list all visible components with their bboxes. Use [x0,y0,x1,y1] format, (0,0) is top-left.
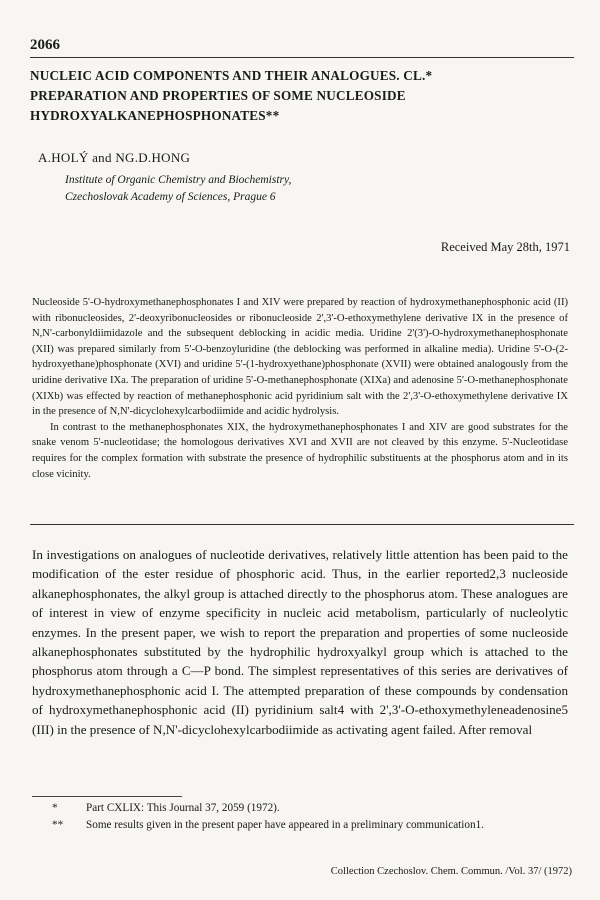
received-date: Received May 28th, 1971 [440,240,570,254]
title-line: HYDROXYALKANEPHOSPHONATES** [30,108,280,123]
abstract-paragraph: In contrast to the methanephosphonates XIX, the hydroxymethanephosphonates I and XIV are good substrates for the snake venom 5'-nucleotidase; the homologous derivatives XVI and XVII are not cleaved by this enzyme. 5'-Nucleotidase requires for the complex formation with substrate the presence of hydrophilic substituents at the phosphorus atom and in its close vicinity. [32,421,568,480]
affiliation-line: Czechoslovak Academy of Sciences, Prague 6 [65,191,276,203]
article-title [30,66,570,126]
body-paragraph: In investigations on analogues of nucleotide derivatives, relatively little attention has been paid to the modification of the ester residue of phosphoric acid. Thus, in the earlier reported2,3 nucleoside alkanephosphonates, the alkyl group is attached directly to the phosphorus atom. These analogues are of interest in view of enzyme specificity in nucleic acid metabolism, particularly of nucleolytic enzymes. In the present paper, we wish to report the preparation and properties of some nucleoside alkanephosphonates substituted by the hydrophilic hydroxyalkyl group which is attached to the phosphorus atom through a C—P bond. The simplest representatives of this series are derivatives of hydroxymethanephosphonic acid I. The attempted preparation of these compounds by condensation of hydroxymethanephosphonic acid (II) pyridinium salt4 with 2',3'-O-ethoxymethyleneadenosine5 (III) in the presence of N,N'-dicyclohexylcarbodiimide as activating agent failed. After removal [32,547,568,737]
footnote-mark: ** [52,819,64,831]
footnote [52,817,568,834]
abstract-rule [30,524,574,525]
affiliation-line: Institute of Organic Chemistry and Biochemistry, [65,174,292,186]
title-line: PREPARATION AND PROPERTIES OF SOME NUCLEOSIDE [30,88,406,103]
footnote-text: Some results given in the present paper have appeared in a preliminary communication1. [86,819,484,831]
title-line: NUCLEIC ACID COMPONENTS AND THEIR ANALOGUES. CL.* [30,68,433,83]
abstract-paragraph: Nucleoside 5'-O-hydroxymethanephosphonates I and XIV were prepared by reaction of hydroxymethanephosphonic acid (II) with ribonucleosides, 2'-deoxyribonucleosides or ribonucleoside 2',3'-O-ethoxymethylene derivative IX in the presence of N,N'-carbonyldiimidazole and the subsequent deblocking in acidic media. Uridine 2'(3')-O-hydroxymethanephosphonate (XII) was prepared similarly from 5'-O-benzoyluridine (the deblocking was performed in alkaline media). Uridine 5'-O-(2-hydroxyethane)phosphonate (XVI) and uridine 5'-(1-hydroxyethane)phosphonate (XVII) were obtained analogously from the uridine derivative IXa. The preparation of uridine 5'-O-methanephosphonate (XIXa) and adenosine 5'-O-methanephosphonate (XIXb) was effected by reaction of methanephosphonic acid pyridinium salt with the 2',3'-O-ethoxymethylene derivative IX in the presence of N,N'-dicyclohexylcarbodiimide and acidic hydrolysis. [32,297,568,418]
header-rule [30,57,574,58]
affiliation [65,172,291,206]
footnote-rule [32,796,182,797]
body-text [32,545,568,739]
footnotes [52,800,568,834]
footnote-mark: * [52,802,58,814]
page-number: 2066 [30,37,60,53]
footnote [52,800,568,817]
abstract [32,295,568,482]
footnote-text: Part CXLIX: This Journal 37, 2059 (1972). [86,802,280,814]
authors: A.HOLÝ and NG.D.HONG [38,150,191,165]
journal-footer: Collection Czechoslov. Chem. Commun. /Vol. 37/ (1972) [330,866,572,877]
